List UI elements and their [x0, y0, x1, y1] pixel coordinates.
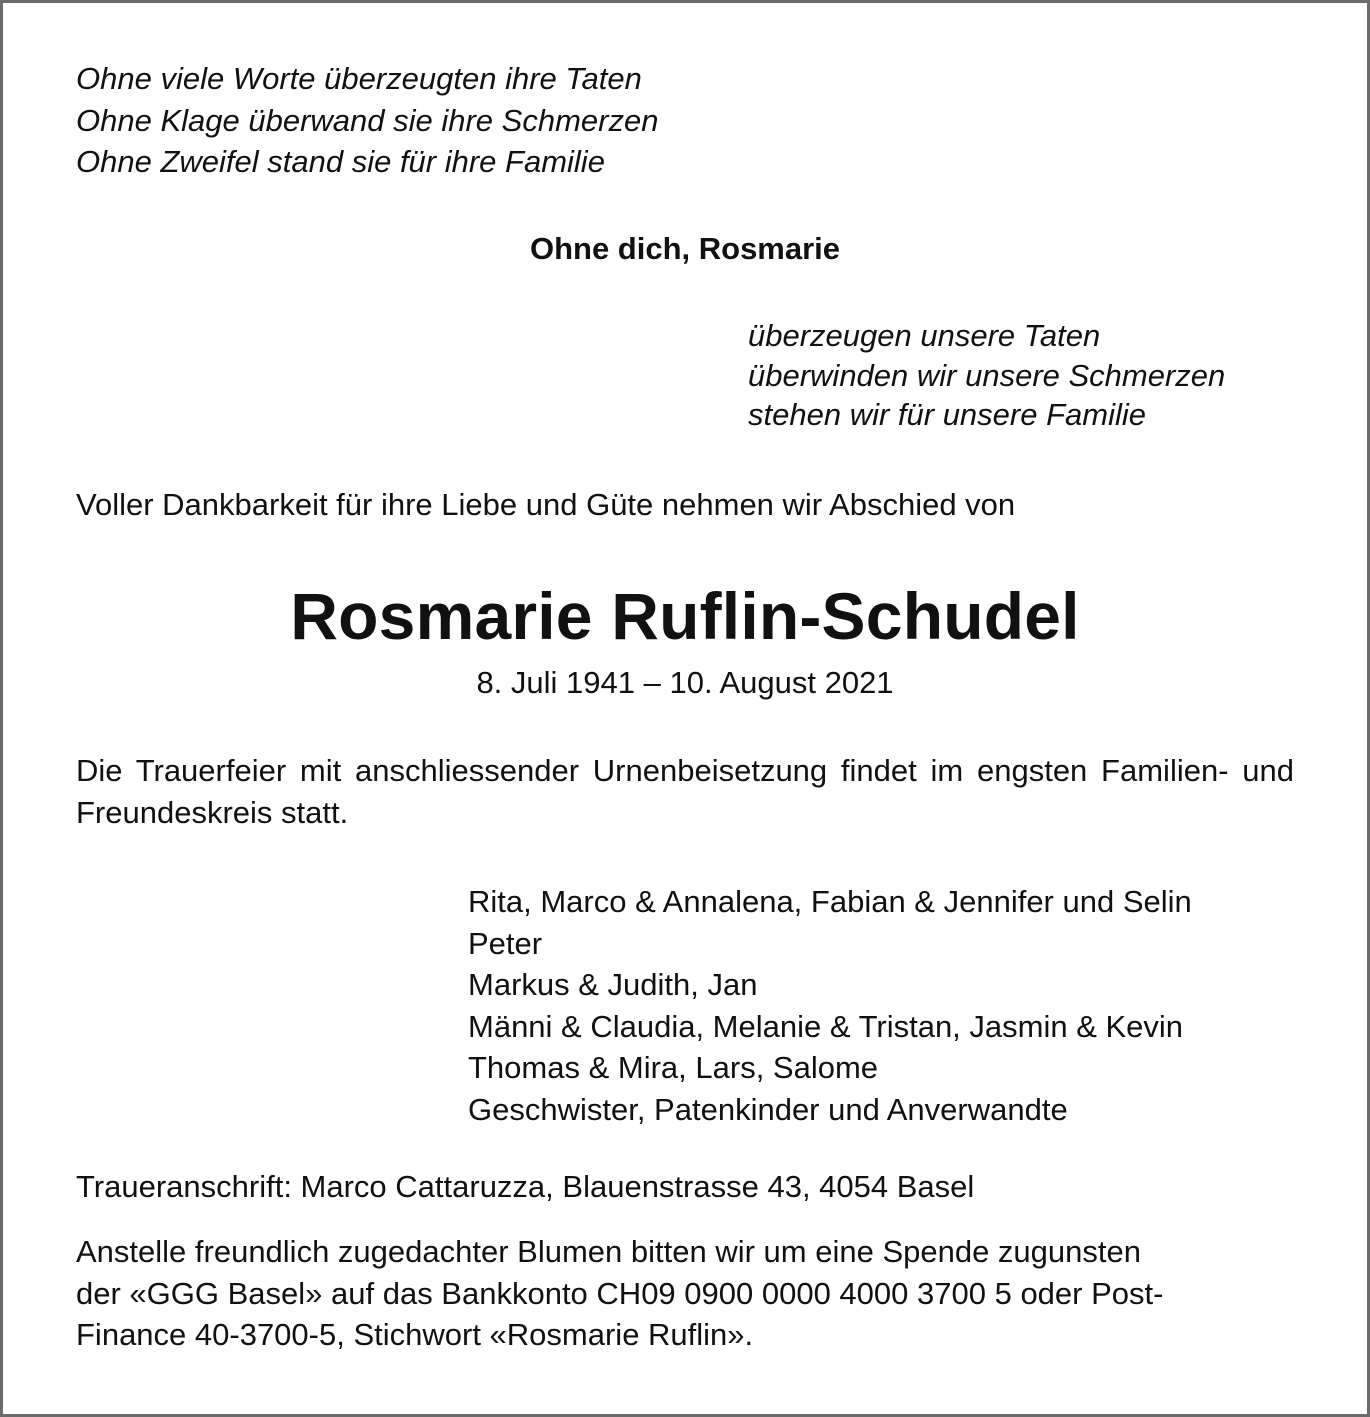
poem-heading: Ohne dich, Rosmarie — [529, 231, 841, 266]
poem-line: Ohne Klage überwand sie ihre Schmerzen — [76, 102, 659, 138]
response-poem — [748, 316, 1225, 435]
mourner-line: Rita, Marco & Annalena, Fabian & Jennifer und Selin — [468, 884, 1192, 919]
poem-line: Ohne viele Worte überzeugten ihre Taten — [76, 61, 642, 96]
farewell-intro: Voller Dankbarkeit für ihre Liebe und Güte nehmen wir Abschied von — [76, 487, 1016, 522]
poem-line: stehen wir für unsere Familie — [748, 397, 1146, 432]
donation-line: Anstelle freundlich zugedachter Blumen bitten wir um eine Spende zugunsten — [76, 1234, 1141, 1269]
life-dates: 8. Juli 1941 – 10. August 2021 — [476, 665, 894, 700]
mourner-line: Männi & Claudia, Melanie & Tristan, Jasmin & Kevin — [468, 1008, 1184, 1044]
poem-line: Ohne Zweifel stand sie für ihre Familie — [76, 144, 605, 179]
poem-line: überwinden wir unsere Schmerzen — [748, 357, 1226, 393]
poem-line: überzeugen unsere Taten — [748, 318, 1101, 353]
mourning-address: Traueranschrift: Marco Cattaruzza, Blauenstrasse 43, 4054 Basel — [76, 1169, 975, 1204]
donation-request — [76, 1231, 1163, 1356]
deceased-name: Rosmarie Ruflin-Schudel — [290, 579, 1080, 653]
donation-line: Finance 40-3700-5, Stichwort «Rosmarie Ruflin». — [76, 1317, 754, 1352]
mourner-line: Markus & Judith, Jan — [468, 967, 758, 1002]
ceremony-text: Die Trauerfeier mit anschliessender Urnenbeisetzung findet im engsten Familien- und Freundeskreis statt. — [76, 753, 1294, 830]
mourner-line: Geschwister, Patenkinder und Anverwandte — [468, 1091, 1068, 1127]
mourner-line: Peter — [468, 925, 543, 961]
opening-poem — [76, 58, 658, 183]
mourners-list — [468, 881, 1192, 1130]
donation-line: der «GGG Basel» auf das Bankkonto CH09 0900 0000 4000 3700 5 oder Post- — [76, 1275, 1164, 1311]
mourner-line: Thomas & Mira, Lars, Salome — [468, 1050, 879, 1085]
